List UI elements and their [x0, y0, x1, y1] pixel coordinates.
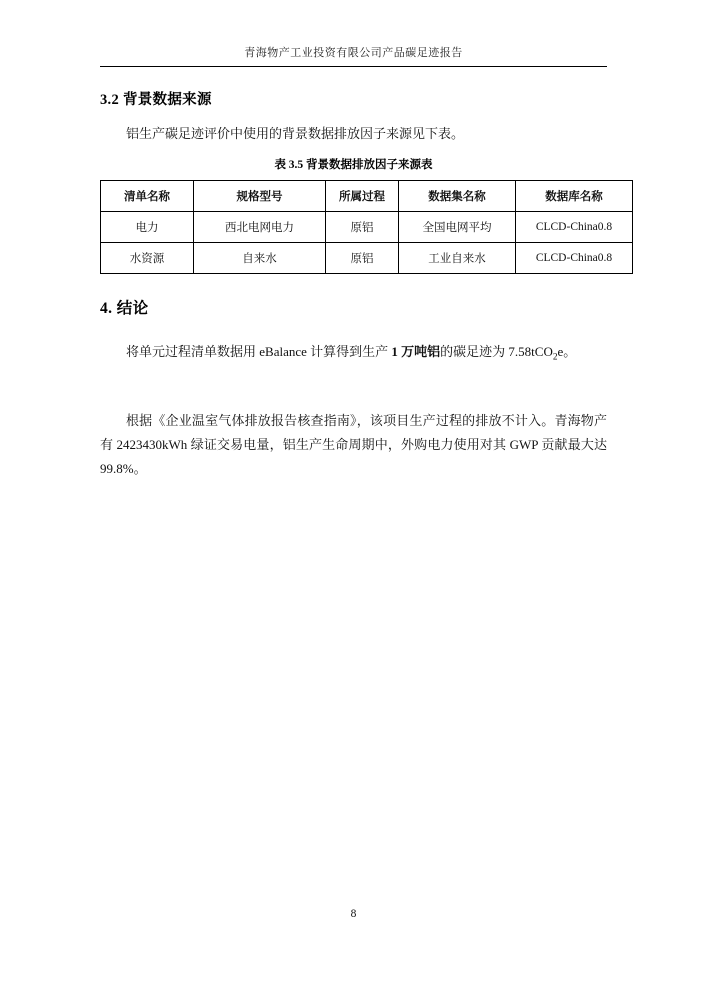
page-number: 8	[350, 908, 357, 920]
table-header-row	[101, 181, 633, 212]
table-cell: 全国电网平均	[399, 212, 516, 243]
table-caption: 表 3.5 背景数据排放因子来源表	[274, 159, 433, 171]
table-cell: 水资源	[101, 243, 194, 274]
section-3-2-paragraph: 铝生产碳足迹评价中使用的背景数据排放因子来源见下表。	[126, 126, 465, 141]
paragraph-text-segment: e。	[557, 344, 577, 359]
table-cell: 电力	[101, 212, 194, 243]
table-cell: CLCD-China0.8	[516, 212, 633, 243]
paragraph-text-segment: 将单元过程清单数据用 eBalance 计算得到生产	[126, 344, 392, 359]
table-cell: 原铝	[326, 243, 399, 274]
section-heading-3-2: 3.2 背景数据来源	[100, 92, 212, 108]
table-row	[101, 243, 633, 274]
header-divider	[100, 66, 607, 67]
table-header-cell: 数据库名称	[516, 181, 633, 212]
table-cell: 工业自来水	[399, 243, 516, 274]
document-header: 青海物产工业投资有限公司产品碳足迹报告	[244, 47, 463, 59]
paragraph-subscript: 2	[552, 352, 558, 363]
section-heading-4: 4. 结论	[100, 300, 149, 317]
table-cell: CLCD-China0.8	[516, 243, 633, 274]
page-content	[100, 0, 613, 999]
table-cell: 原铝	[326, 212, 399, 243]
table-header-cell: 所属过程	[326, 181, 399, 212]
background-data-table	[100, 180, 633, 274]
table-row	[101, 212, 633, 243]
section-4-paragraph-1	[100, 340, 607, 367]
table-cell: 自来水	[194, 243, 326, 274]
table-cell: 西北电网电力	[194, 212, 326, 243]
paragraph-emphasis: 1 万吨铝	[391, 344, 441, 359]
table-header-cell: 数据集名称	[399, 181, 516, 212]
table-header-cell: 规格型号	[194, 181, 326, 212]
paragraph-text-segment: 的碳足迹为 7.58tCO	[440, 344, 553, 359]
table-header-cell: 清单名称	[101, 181, 194, 212]
section-4-paragraph-2: 根据《企业温室气体排放报告核查指南》，该项目生产过程的排放不计入。青海物产有 2423430kWh 绿证交易电量，铝生产生命周期中，外购电力使用对其 GWP 贡献最大达 99.8%。	[100, 413, 607, 477]
